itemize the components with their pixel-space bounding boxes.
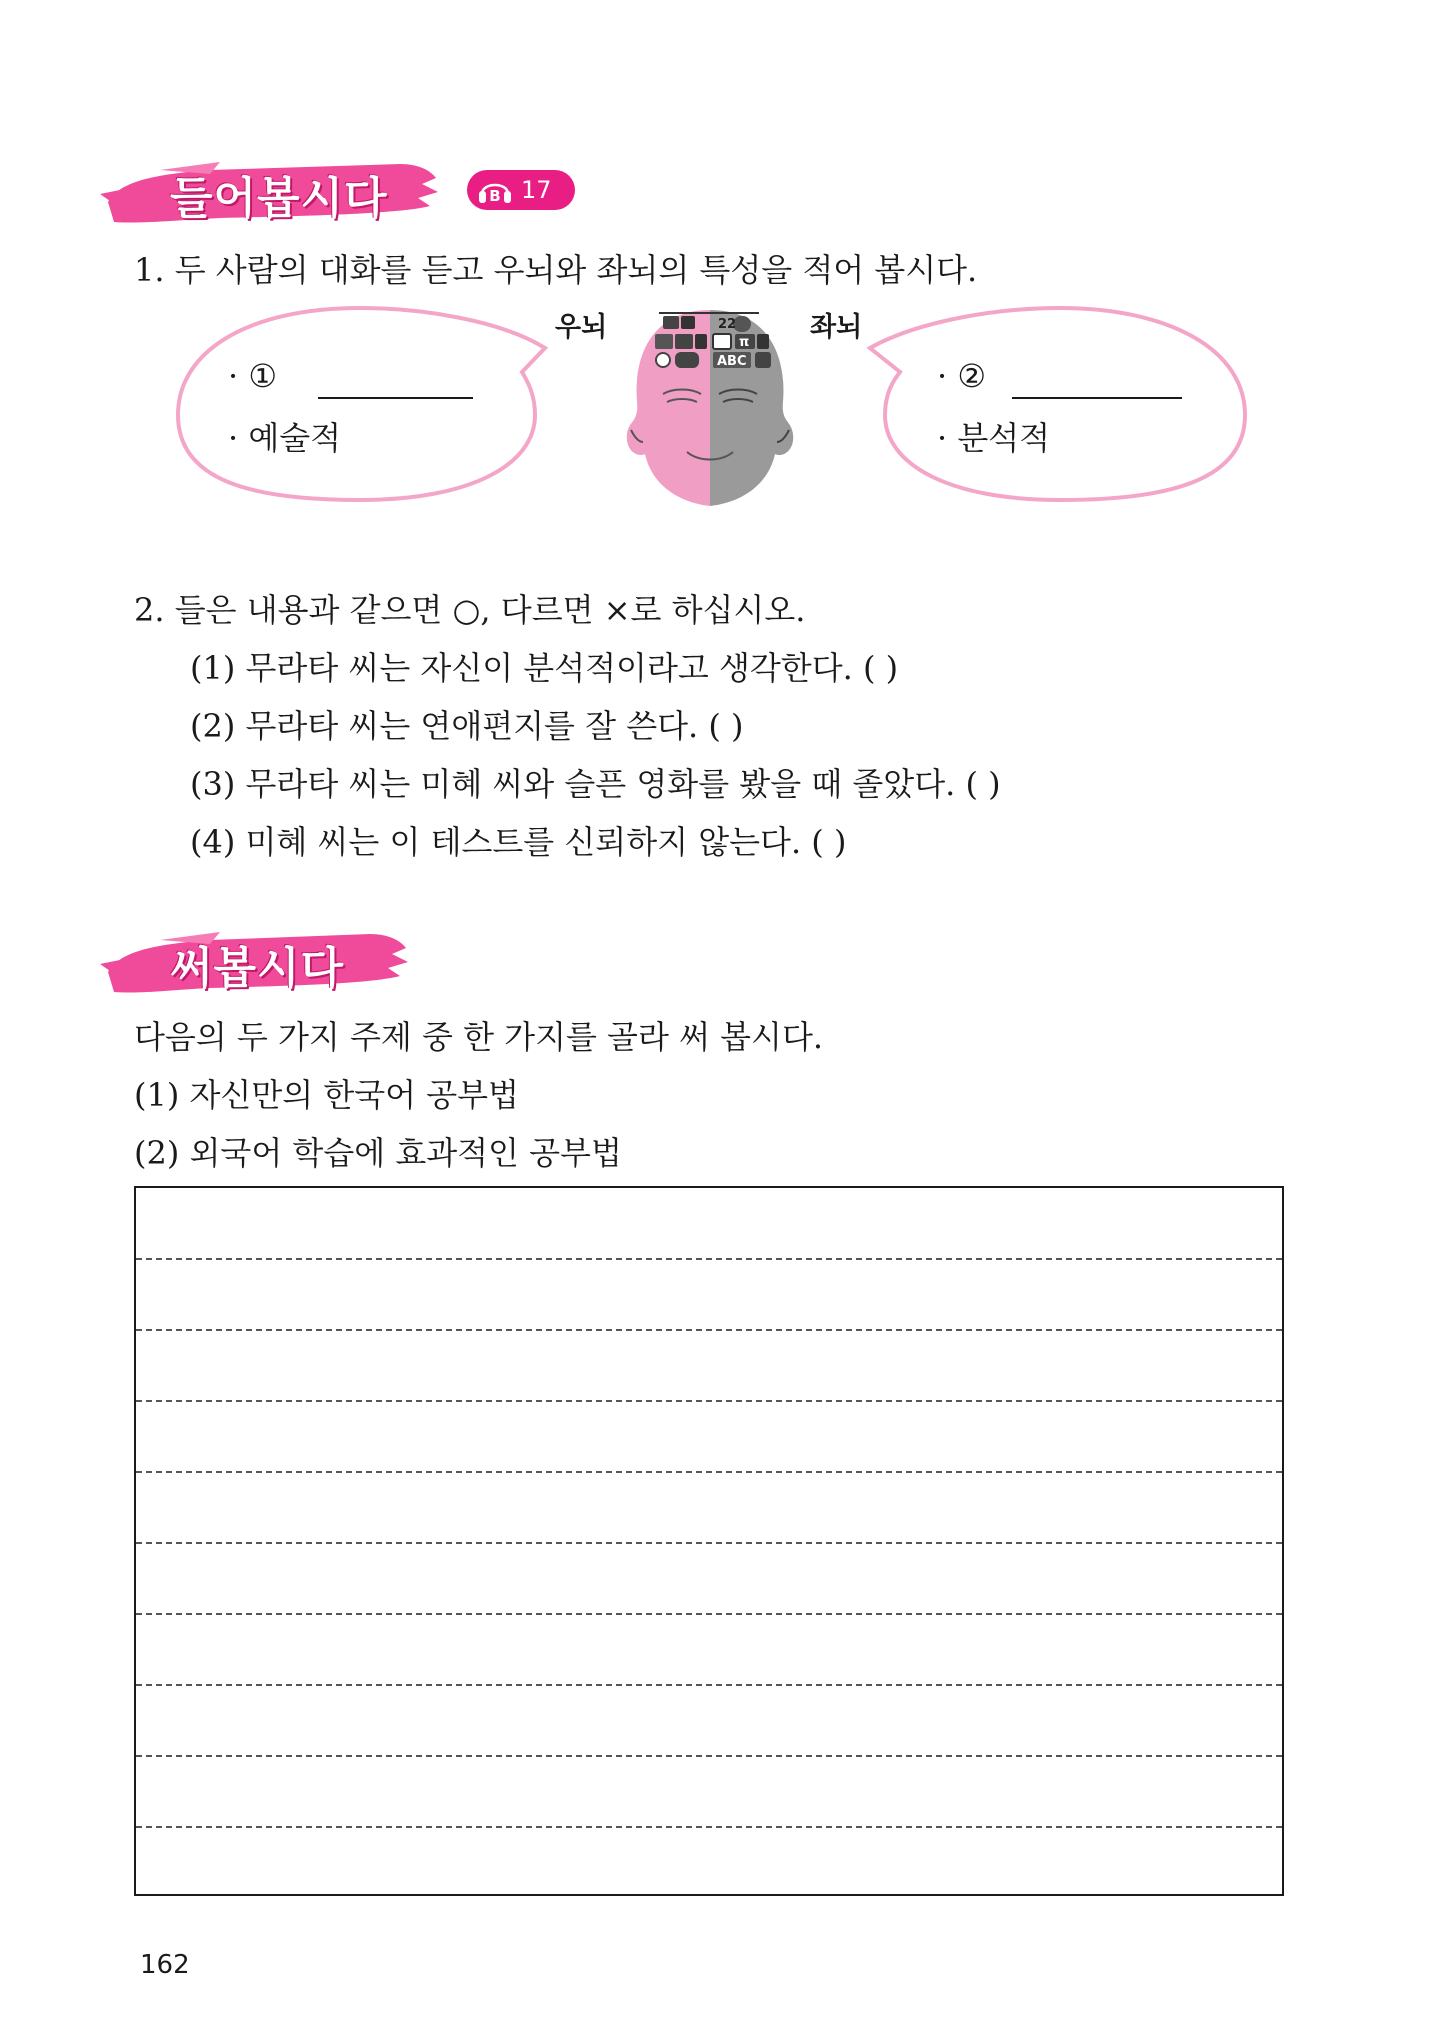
left-brain-label: 좌뇌 [810,312,863,343]
statement-2: (2) 무라타 씨는 연애편지를 잘 쓴다. ( ) [190,707,744,745]
writing-line [136,1471,1282,1473]
statement-1: (1) 무라타 씨는 자신이 분석적이라고 생각한다. ( ) [190,649,899,687]
writing-area[interactable] [134,1186,1284,1896]
writing-line [136,1258,1282,1260]
writing-line [136,1826,1282,1828]
brain-number-icon: 22 [718,317,737,332]
statement-3: (3) 무라타 씨는 미혜 씨와 슬픈 영화를 봤을 때 졸았다. ( ) [190,765,1001,803]
topic-1: (1) 자신만의 한국어 공부법 [134,1076,519,1114]
left-speech-bubble [178,308,545,500]
audio-track-badge[interactable] [467,170,575,210]
track-number: 17 [521,176,552,204]
statement-4: (4) 미혜 씨는 이 테스트를 신뢰하지 않는다. ( ) [190,823,847,861]
headphones-icon [477,174,513,206]
svg-text:B: B [489,187,501,205]
writing-line [136,1400,1282,1402]
topic-2: (2) 외국어 학습에 효과적인 공부법 [134,1134,622,1172]
right-speech-bubble [870,308,1245,500]
writing-line [136,1613,1282,1615]
writing-line [136,1542,1282,1544]
brain-abc-icon: ABC [717,354,747,369]
listen-section-title: 들어봅시다 [170,173,388,224]
write-section-header [100,920,410,1000]
left-bubble-item-2: · 예술적 [228,419,342,457]
writing-line [136,1755,1282,1757]
question-1: 1. 두 사람의 대화를 듣고 우뇌와 좌뇌의 특성을 적어 봅시다. [134,251,978,289]
brain-head-illustration-icon [615,302,805,512]
left-bubble-item-1: · ① [228,357,278,395]
writing-line [136,1329,1282,1331]
question-2: 2. 들은 내용과 같으면 ○, 다르면 ×로 하십시오. [134,591,806,629]
page-number: 162 [140,1950,190,1980]
writing-line [136,1684,1282,1686]
right-bubble-item-1: · ② [937,357,987,395]
write-instruction: 다음의 두 가지 주제 중 한 가지를 골라 써 봅시다. [134,1018,824,1056]
brain-pi-icon: π [739,335,750,350]
right-bubble-item-2: · 분석적 [937,419,1051,457]
listen-section-header [100,150,440,230]
left-blank-answer-line[interactable] [318,397,473,399]
right-brain-label: 우뇌 [555,312,608,343]
write-section-title: 써봅시다 [170,943,345,994]
right-blank-answer-line[interactable] [1012,397,1182,399]
